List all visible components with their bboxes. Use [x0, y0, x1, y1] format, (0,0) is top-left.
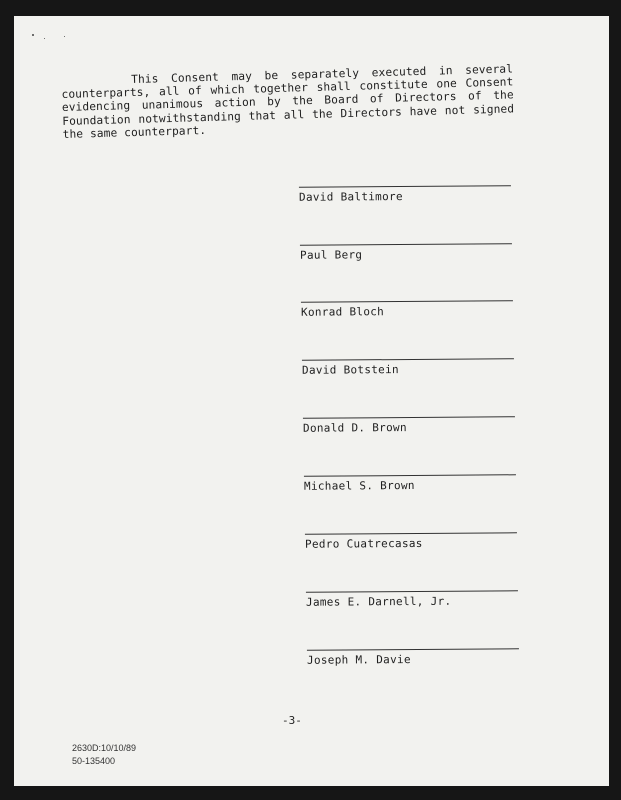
signature-line [305, 532, 517, 534]
signatory-name: Joseph M. Davie [306, 653, 411, 667]
signatory-name: Konrad Bloch [300, 305, 385, 319]
signatory-name: David Botstein [301, 363, 399, 377]
signature-line [302, 358, 514, 360]
signature-line [307, 648, 519, 650]
signature-line [306, 590, 518, 592]
signature-block [301, 300, 513, 318]
signature-block [300, 243, 512, 261]
document-code: 50-135400 [72, 756, 116, 766]
signature-block [306, 590, 518, 608]
signatory-name: Paul Berg [299, 248, 363, 262]
signature-block [303, 416, 515, 434]
signature-line [299, 185, 511, 187]
consent-paragraph: This Consent may be separately executed in several counterparts, all of which together shall constitute one Consent evidencing unanimous action by the Board of Directors of the Foundation notwithstanding that all the Directors have not signed the same counterpart. [61, 62, 515, 141]
signature-block [302, 358, 514, 376]
signature-block [307, 648, 519, 666]
signatory-name: David Baltimore [298, 190, 403, 204]
document-page [14, 16, 609, 786]
signature-line [301, 300, 513, 302]
scan-speck [32, 34, 34, 36]
page-number: -3- [282, 714, 302, 727]
signatory-name: Michael S. Brown [303, 478, 415, 493]
signatory-name: James E. Darnell, Jr. [305, 594, 452, 609]
signature-block [304, 474, 516, 492]
signatory-name: Donald D. Brown [302, 421, 407, 435]
scan-speck [64, 36, 65, 37]
signature-line [304, 474, 516, 476]
scan-speck [44, 38, 45, 39]
signature-block [305, 532, 517, 550]
signatory-name: Pedro Cuatrecasas [304, 536, 423, 551]
signature-line [303, 416, 515, 418]
signature-line [300, 243, 512, 245]
signature-block [299, 185, 511, 203]
document-code: 2630D:10/10/89 [72, 743, 137, 753]
